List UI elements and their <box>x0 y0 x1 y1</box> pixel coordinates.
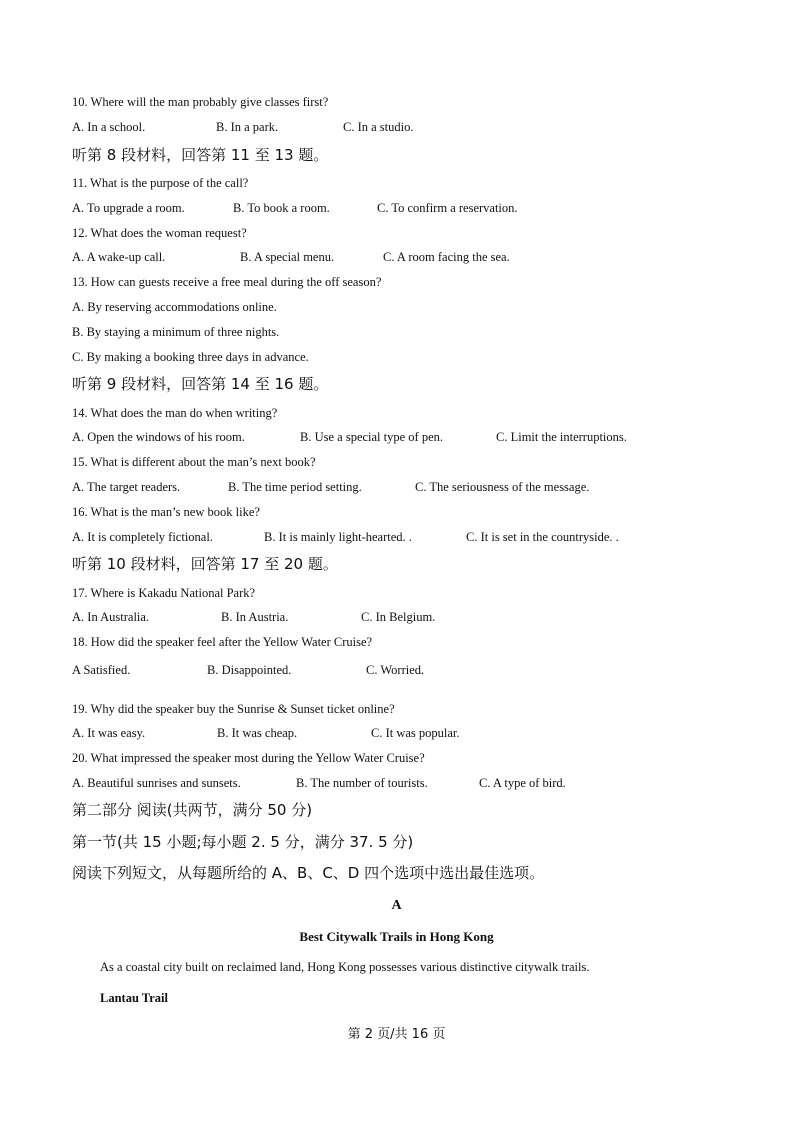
option-a: A. In a school. <box>72 120 146 134</box>
option-c: C. It is set in the countryside. . <box>466 530 619 544</box>
option-13-b: B. By staying a minimum of three nights. <box>72 325 280 339</box>
question-20: 20. What impressed the speaker most during the Yellow Water Cruise? <box>72 751 425 765</box>
passage-title: Best Citywalk Trails in Hong Kong <box>299 929 494 944</box>
option-b: B. It is mainly light-hearted. . <box>264 530 412 544</box>
option-b: B. To book a room. <box>233 201 330 215</box>
option-c: C. In a studio. <box>343 120 414 134</box>
option-a: A. In Australia. <box>72 610 150 624</box>
part-2-heading: 第二部分 阅读(共两节，满分 50 分) <box>72 801 313 819</box>
section-9-heading: 听第 9 段材料，回答第 14 至 16 题。 <box>72 375 329 393</box>
option-c: C. In Belgium. <box>361 610 436 624</box>
section-8-heading: 听第 8 段材料，回答第 11 至 13 题。 <box>72 146 329 164</box>
option-c: C. Worried. <box>366 663 425 677</box>
page-footer: 第 2 页/共 16 页 <box>347 1027 446 1042</box>
option-b: B. The time period setting. <box>228 480 362 494</box>
passage-letter: A <box>391 898 402 913</box>
passage-subheading: Lantau Trail <box>100 991 168 1005</box>
section-1-heading: 第一节(共 15 小题;每小题 2. 5 分，满分 37. 5 分) <box>72 833 414 851</box>
passage-intro: As a coastal city built on reclaimed land, Hong Kong possesses various distinctive citywalk trails. <box>100 960 590 974</box>
question-19: 19. Why did the speaker buy the Sunrise & Sunset ticket online? <box>72 702 395 716</box>
option-b: B. In a park. <box>216 120 279 134</box>
option-13-c: C. By making a booking three days in advance. <box>72 350 309 364</box>
option-c: C. A room facing the sea. <box>383 250 510 264</box>
question-11: 11. What is the purpose of the call? <box>72 176 249 190</box>
option-b: B. Disappointed. <box>207 663 292 677</box>
option-c: C. To confirm a reservation. <box>377 201 518 215</box>
option-b: B. It was cheap. <box>217 726 298 740</box>
option-13-a: A. By reserving accommodations online. <box>72 300 277 314</box>
section-10-heading: 听第 10 段材料，回答第 17 至 20 题。 <box>72 555 338 573</box>
option-a: A. It was easy. <box>72 726 146 740</box>
option-a: A. It is completely fictional. <box>72 530 213 544</box>
option-a: A Satisfied. <box>72 663 131 677</box>
option-a: A. Beautiful sunrises and sunsets. <box>72 776 241 790</box>
option-b: B. Use a special type of pen. <box>300 430 444 444</box>
question-10: 10. Where will the man probably give classes first? <box>72 95 329 109</box>
option-c: C. The seriousness of the message. <box>415 480 590 494</box>
option-c: C. It was popular. <box>371 726 460 740</box>
question-18: 18. How did the speaker feel after the Yellow Water Cruise? <box>72 635 373 649</box>
option-b: B. The number of tourists. <box>296 776 428 790</box>
reading-instruction: 阅读下列短文，从每题所给的 A、B、C、D 四个选项中选出最佳选项。 <box>72 864 545 882</box>
question-16: 16. What is the man’s new book like? <box>72 505 260 519</box>
option-a: A. The target readers. <box>72 480 181 494</box>
question-14: 14. What does the man do when writing? <box>72 406 278 420</box>
option-b: B. A special menu. <box>240 250 335 264</box>
question-12: 12. What does the woman request? <box>72 226 247 240</box>
question-15: 15. What is different about the man’s next book? <box>72 455 316 469</box>
option-a: A. To upgrade a room. <box>72 201 185 215</box>
option-a: A. A wake-up call. <box>72 250 166 264</box>
option-b: B. In Austria. <box>221 610 289 624</box>
option-a: A. Open the windows of his room. <box>72 430 245 444</box>
option-c: C. A type of bird. <box>479 776 566 790</box>
question-13: 13. How can guests receive a free meal during the off season? <box>72 275 382 289</box>
option-c: C. Limit the interruptions. <box>496 430 627 444</box>
question-17: 17. Where is Kakadu National Park? <box>72 586 256 600</box>
